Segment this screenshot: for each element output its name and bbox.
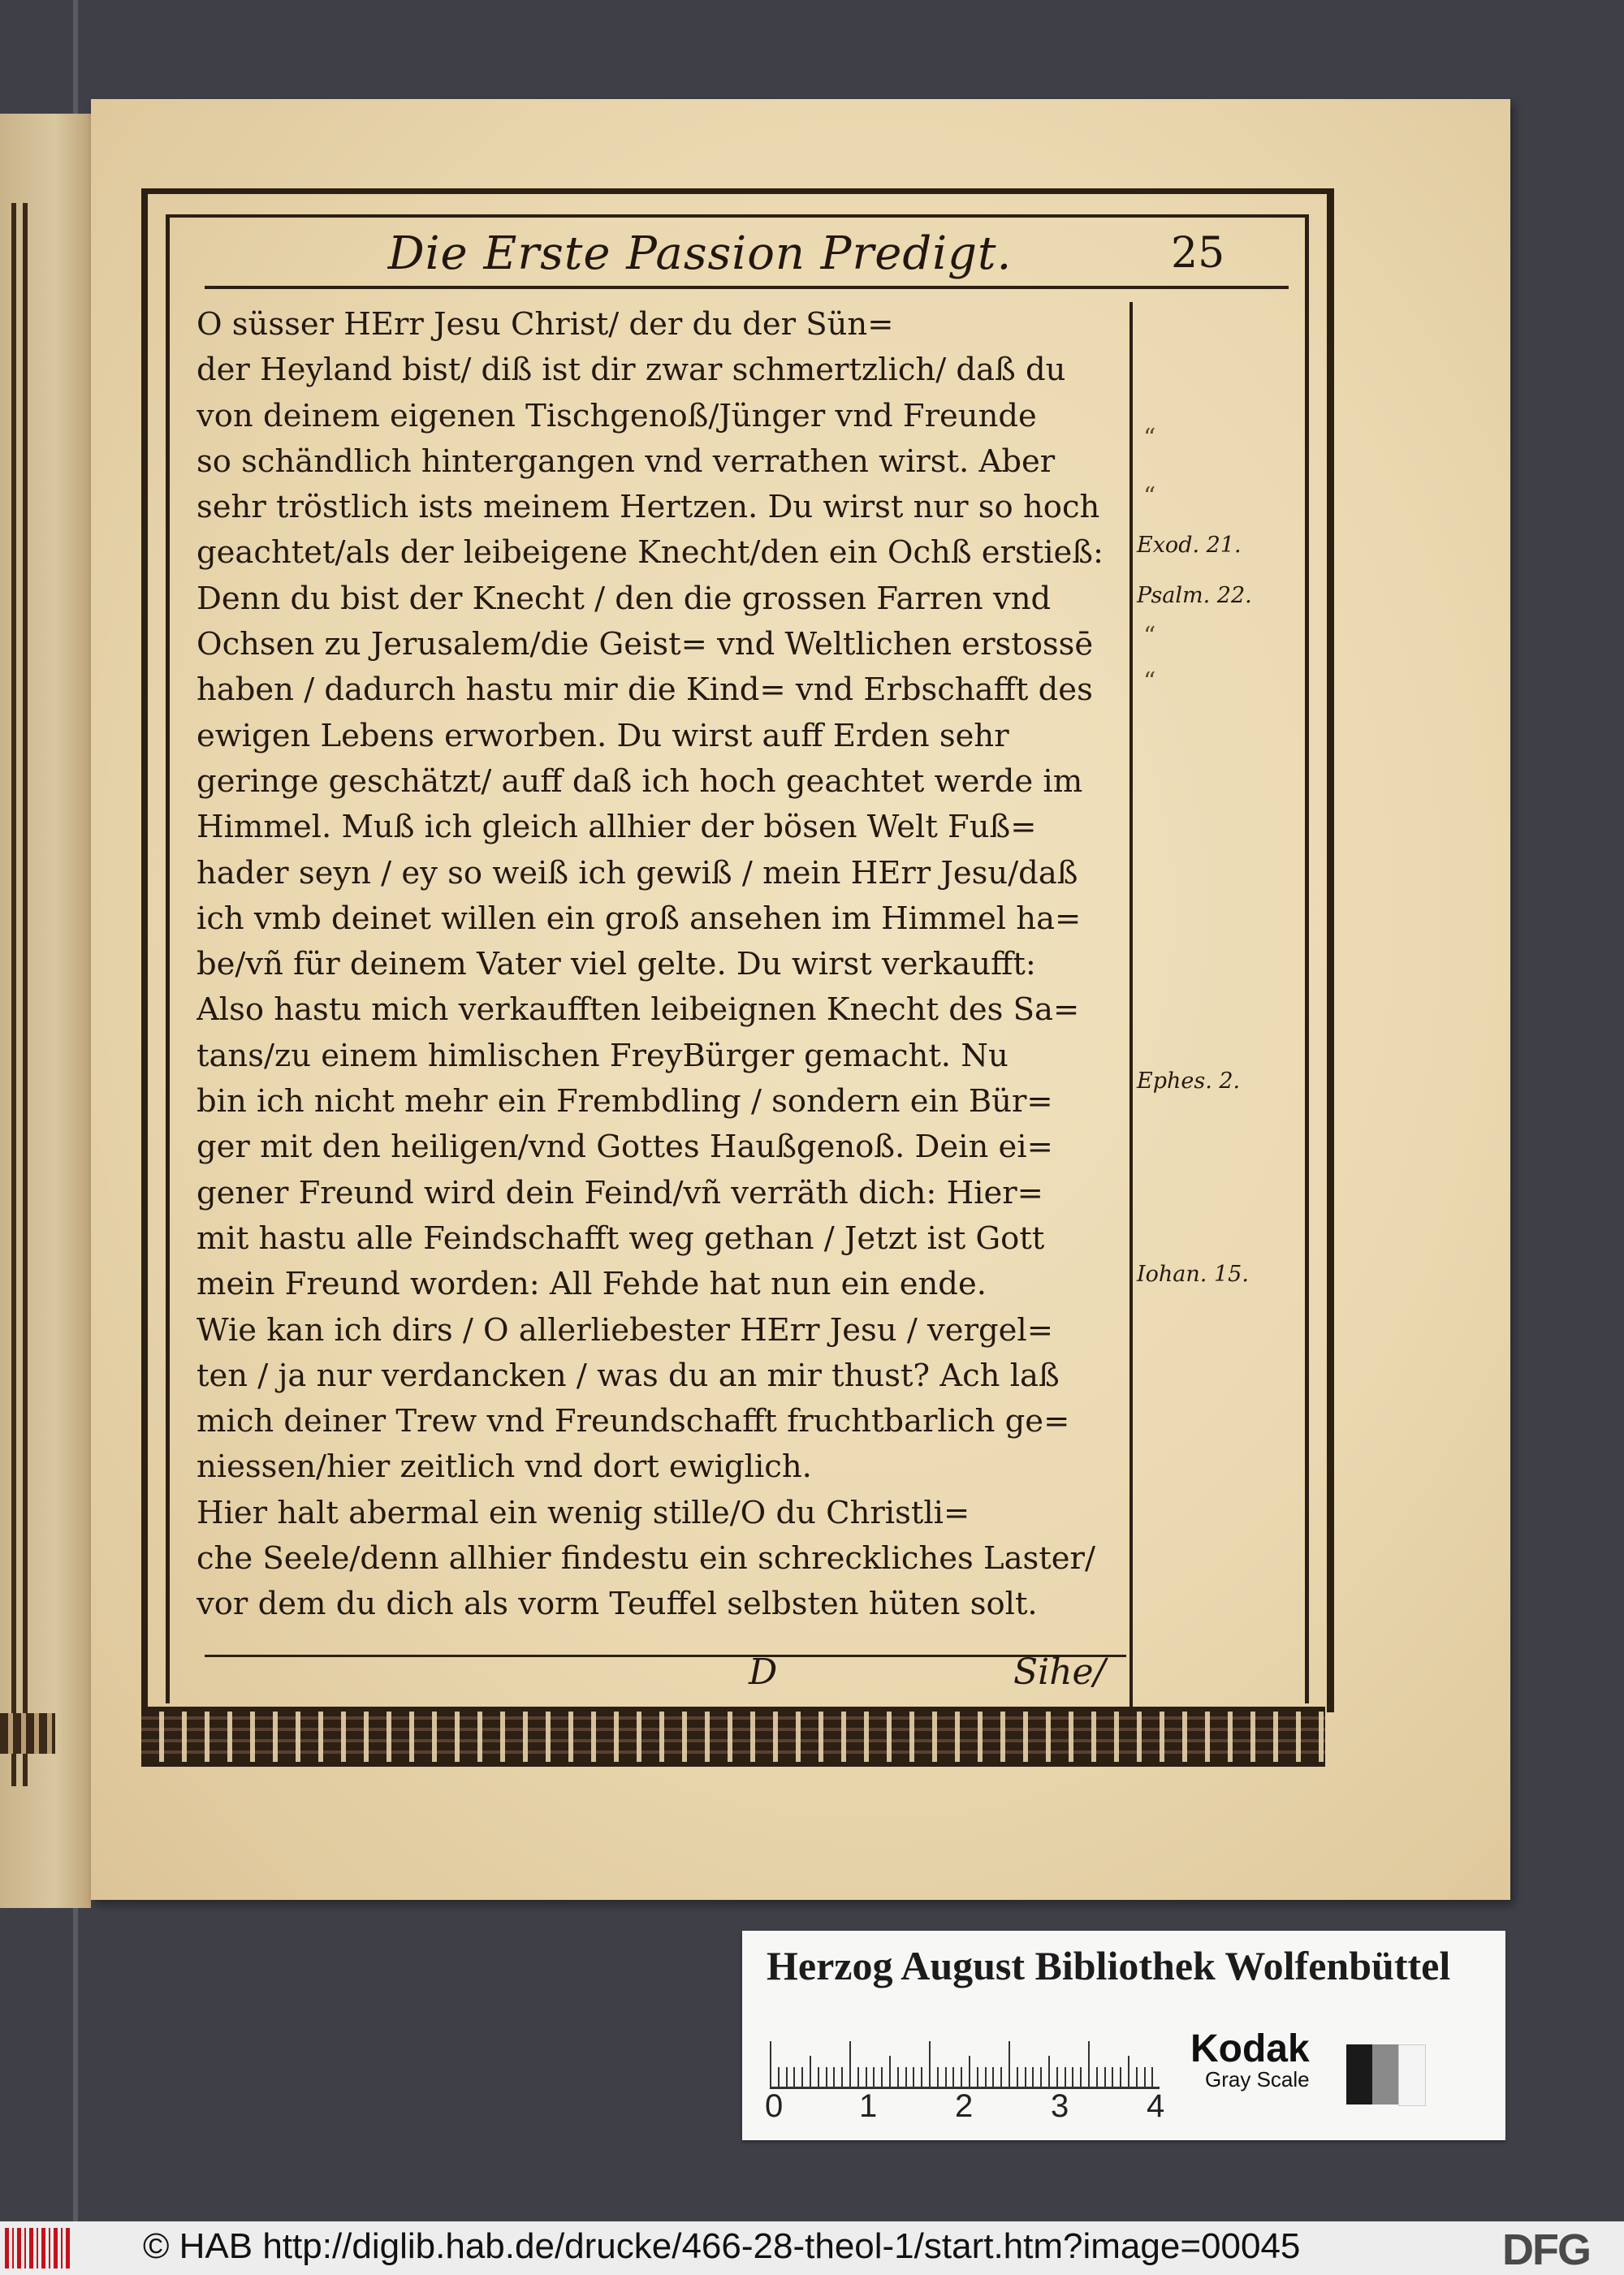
ruler-number: 4 bbox=[1147, 2088, 1165, 2124]
gray-patch-black bbox=[1346, 2044, 1372, 2104]
text-line: so schändlich hintergangen vnd verrathen wirst. Aber bbox=[197, 442, 1056, 480]
ruler-tick bbox=[1144, 2067, 1146, 2087]
library-color-target-label bbox=[742, 1931, 1505, 2140]
ruler-tick bbox=[961, 2067, 962, 2087]
text-line: be/vñ für deinem Vater viel gelte. Du wirst verkaufft: bbox=[197, 946, 1036, 983]
running-head: Die Erste Passion Predigt. bbox=[387, 227, 1013, 280]
ruler-tick bbox=[826, 2067, 827, 2087]
footer-rule bbox=[205, 1655, 1126, 1657]
ornament-border bbox=[141, 1707, 1325, 1767]
marginal-reference: Exod. 21. bbox=[1137, 533, 1242, 558]
text-line: ger mit den heiligen/vnd Gottes Haußgenoß. Dein ei= bbox=[197, 1129, 1053, 1166]
previous-page-edge bbox=[0, 114, 91, 1908]
ruler-tick bbox=[857, 2067, 859, 2087]
ruler-tick bbox=[1128, 2056, 1129, 2087]
marginal-reference: Psalm. 22. bbox=[1137, 583, 1252, 608]
ruler-tick bbox=[1088, 2041, 1090, 2087]
text-line: Himmel. Muß ich gleich allhier der bösen Welt Fuß= bbox=[197, 809, 1037, 846]
copyright-url[interactable]: © HAB http://diglib.hab.de/drucke/466-28-theol-1/start.htm?image=00045 bbox=[143, 2226, 1301, 2266]
scale-ruler bbox=[770, 2038, 1160, 2089]
quote-mark: “ bbox=[1143, 424, 1156, 452]
text-line: mit hastu alle Feindschafft weg gethan / Jetzt ist Gott bbox=[197, 1220, 1045, 1257]
ruler-number: 1 bbox=[859, 2088, 878, 2124]
text-line: mich deiner Trew vnd Freundschafft fruchtbarlich ge= bbox=[197, 1403, 1070, 1440]
ruler-number: 2 bbox=[955, 2088, 974, 2124]
text-line: Ochsen zu Jerusalem/die Geist= vnd Weltlichen erstossē bbox=[197, 626, 1094, 663]
ruler-number: 0 bbox=[765, 2088, 784, 2124]
book-page bbox=[91, 99, 1510, 1900]
ruler-tick bbox=[1080, 2067, 1082, 2087]
text-line: der Heyland bist/ diß ist dir zwar schmertzlich/ daß du bbox=[197, 352, 1066, 389]
prev-page-ornament bbox=[0, 1713, 55, 1754]
body-text bbox=[197, 302, 1126, 1628]
ruler-tick bbox=[1056, 2067, 1058, 2087]
text-line: niessen/hier zeitlich vnd dort ewiglich. bbox=[197, 1448, 812, 1486]
ruler-tick bbox=[793, 2067, 795, 2087]
text-line: Also hastu mich verkaufften leibeignen Knecht des Sa= bbox=[197, 991, 1080, 1029]
text-line: ten / ja nur verdancken / was du an mir thust? Ach laß bbox=[197, 1357, 1060, 1394]
ruler-tick bbox=[1025, 2067, 1026, 2087]
ruler-tick bbox=[818, 2067, 819, 2087]
ruler-tick bbox=[810, 2056, 811, 2087]
signature-mark: D bbox=[749, 1651, 778, 1693]
prev-page-rule bbox=[11, 203, 16, 1786]
ruler-tick bbox=[873, 2067, 875, 2087]
gray-patch-mid bbox=[1372, 2044, 1398, 2104]
ruler-tick bbox=[866, 2067, 867, 2087]
ruler-tick bbox=[889, 2056, 891, 2087]
library-name: Herzog August Bibliothek Wolfenbüttel bbox=[767, 1943, 1451, 1988]
ruler-number: 3 bbox=[1051, 2088, 1069, 2124]
ruler-tick bbox=[778, 2067, 780, 2087]
text-line: che Seele/denn allhier findestu ein schreckliches Laster/ bbox=[197, 1540, 1095, 1578]
ruler-tick bbox=[952, 2067, 954, 2087]
ruler-tick bbox=[937, 2067, 939, 2087]
ruler-tick bbox=[1104, 2067, 1106, 2087]
prev-page-rule bbox=[23, 203, 28, 1786]
text-line: bin ich nicht mehr ein Frembdling / sondern ein Bür= bbox=[197, 1083, 1053, 1120]
text-line: geachtet/als der leibeigene Knecht/den ein Ochß erstieß: bbox=[197, 534, 1104, 572]
ruler-tick bbox=[1009, 2041, 1010, 2087]
footer-bar bbox=[0, 2221, 1624, 2275]
text-line: geringe geschätzt/ auff daß ich hoch geachtet werde im bbox=[197, 762, 1083, 800]
ruler-tick bbox=[1065, 2067, 1066, 2087]
ruler-tick bbox=[1032, 2067, 1034, 2087]
margin-column-rule bbox=[1129, 302, 1133, 1739]
ruler-tick bbox=[801, 2067, 803, 2087]
ruler-tick bbox=[833, 2067, 835, 2087]
ruler-tick bbox=[770, 2041, 771, 2087]
ruler-tick bbox=[1040, 2067, 1042, 2087]
ruler-tick bbox=[1151, 2067, 1153, 2087]
ruler-tick bbox=[1072, 2067, 1073, 2087]
ruler-tick bbox=[905, 2067, 907, 2087]
ruler-tick bbox=[985, 2067, 987, 2087]
ruler-tick bbox=[1048, 2056, 1050, 2087]
ruler-numbers bbox=[765, 2088, 1187, 2129]
ruler-tick bbox=[921, 2067, 922, 2087]
ruler-tick bbox=[945, 2067, 947, 2087]
quote-mark: “ bbox=[1143, 667, 1156, 696]
text-line: tans/zu einem himlischen FreyBürger gemacht. Nu bbox=[197, 1037, 1009, 1074]
ruler-tick bbox=[1000, 2067, 1002, 2087]
ruler-tick bbox=[977, 2067, 978, 2087]
text-line: ewigen Lebens erworben. Du wirst auff Erden sehr bbox=[197, 717, 1009, 754]
ruler-tick bbox=[969, 2056, 970, 2087]
dfg-logo: DFG bbox=[1502, 2225, 1590, 2274]
text-line: haben / dadurch hastu mir die Kind= vnd Erbschafft des bbox=[197, 671, 1093, 709]
text-line: O süsser HErr Jesu Christ/ der du der Sün= bbox=[197, 306, 894, 343]
text-line: vor dem du dich als vorm Teuffel selbsten hüten solt. bbox=[197, 1586, 1038, 1623]
text-line: sehr tröstlich ists meinem Hertzen. Du wirst nur so hoch bbox=[197, 489, 1100, 526]
quote-mark: “ bbox=[1143, 482, 1156, 511]
quote-mark: “ bbox=[1143, 622, 1156, 650]
text-line: hader seyn / ey so weiß ich gewiß / mein HErr Jesu/daß bbox=[197, 854, 1078, 891]
header-rule bbox=[205, 286, 1289, 289]
marginal-reference: Iohan. 15. bbox=[1137, 1262, 1249, 1287]
ruler-tick bbox=[929, 2041, 931, 2087]
ruler-tick bbox=[897, 2067, 899, 2087]
catchword: Sihe/ bbox=[1013, 1651, 1106, 1693]
ruler-tick bbox=[1120, 2067, 1121, 2087]
ruler-tick bbox=[1017, 2067, 1018, 2087]
ruler-tick bbox=[849, 2041, 851, 2087]
text-line: von deinem eigenen Tischgenoß/Jünger vnd Freunde bbox=[197, 397, 1037, 434]
ruler-tick bbox=[1112, 2067, 1113, 2087]
ruler-tick bbox=[913, 2067, 914, 2087]
marginal-reference: Ephes. 2. bbox=[1137, 1068, 1241, 1094]
ruler-tick bbox=[992, 2067, 994, 2087]
hab-logo-icon bbox=[5, 2228, 70, 2269]
page-number: 25 bbox=[1171, 229, 1225, 278]
text-line: gener Freund wird dein Feind/vñ verräth dich: Hier= bbox=[197, 1174, 1043, 1211]
gray-patch-white bbox=[1398, 2044, 1426, 2106]
ruler-tick bbox=[881, 2067, 883, 2087]
kodak-brand: Kodak bbox=[1190, 2027, 1310, 2070]
ruler-tick bbox=[841, 2067, 843, 2087]
text-line: mein Freund worden: All Fehde hat nun ein ende. bbox=[197, 1266, 987, 1303]
gray-scale-label: Gray Scale bbox=[1205, 2067, 1310, 2092]
text-line: ich vmb deinet willen ein groß ansehen im Himmel ha= bbox=[197, 900, 1082, 937]
ruler-tick bbox=[786, 2067, 788, 2087]
ruler-tick bbox=[1136, 2067, 1138, 2087]
text-line: Hier halt abermal ein wenig stille/O du Christli= bbox=[197, 1494, 970, 1531]
text-line: Denn du bist der Knecht / den die grossen Farren vnd bbox=[197, 580, 1052, 617]
ruler-tick bbox=[1096, 2067, 1098, 2087]
text-line: Wie kan ich dirs / O allerliebester HErr Jesu / vergel= bbox=[197, 1311, 1053, 1349]
